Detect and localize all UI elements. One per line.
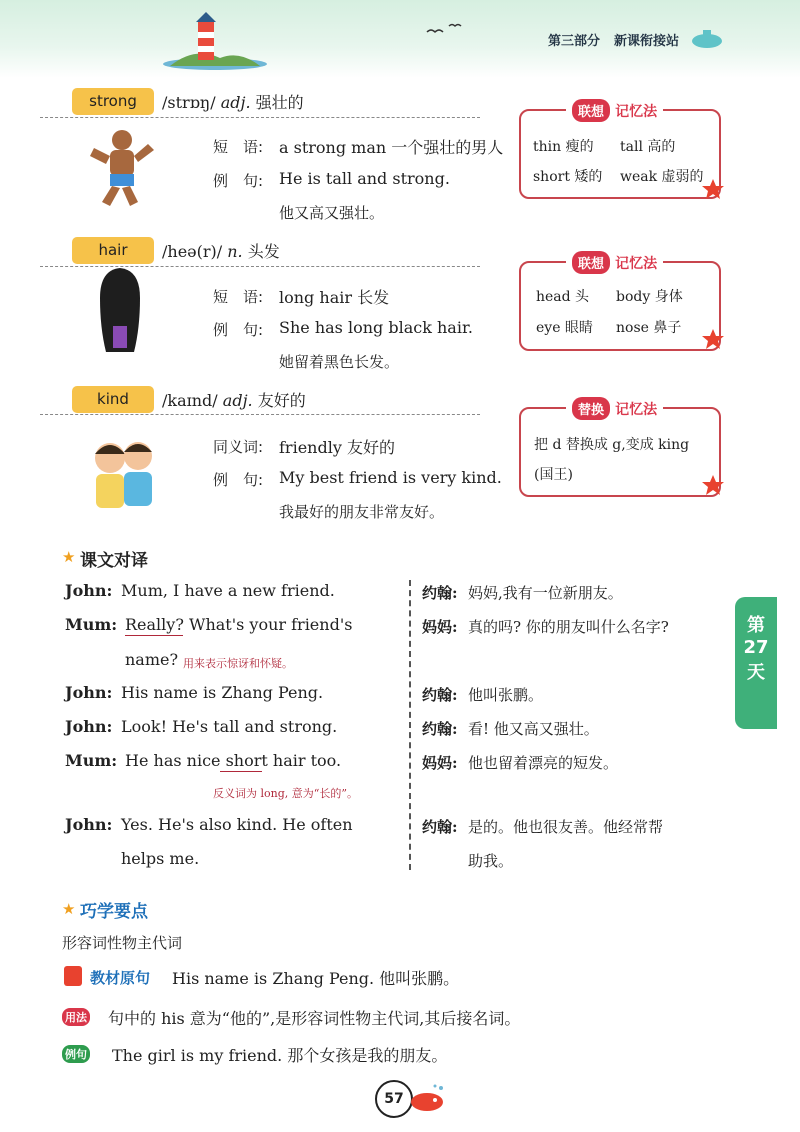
dialogue-translation: 是的。他也很友善。他经常帮: [468, 818, 664, 836]
memory-badge: 联想: [572, 99, 610, 122]
memory-line: 把 d 替换成 g,变成 king: [534, 437, 690, 453]
memory-item: nose 鼻子: [616, 320, 682, 336]
cn-speaker: 约翰:: [422, 584, 458, 602]
speaker: John:: [65, 581, 113, 600]
dialogue-heading: 课文对译: [80, 551, 148, 571]
dialogue-translation: 他叫张鹏。: [468, 686, 544, 704]
cn-speaker: 妈妈:: [422, 754, 458, 772]
submarine-icon: [690, 28, 724, 50]
example-label: 例 句:: [213, 471, 264, 489]
dialogue-line: He has nice short hair too.: [125, 751, 342, 770]
example-text: The girl is my friend. 那个女孩是我的朋友。: [112, 1046, 448, 1065]
memory-badge: 联想: [572, 251, 610, 274]
memory-suffix: 记忆法: [615, 104, 658, 120]
example-translation: 她留着黑色长发。: [279, 353, 400, 371]
day-side-tab: [735, 597, 777, 729]
star-icon: [700, 474, 726, 496]
speaker: John:: [65, 683, 113, 702]
tab-line: 第: [747, 615, 765, 636]
key-points-subheading: 形容词性物主代词: [62, 934, 183, 952]
part-of-speech: adj.: [222, 391, 253, 410]
memory-box-title: [566, 99, 663, 123]
part-of-speech: adj.: [220, 93, 251, 112]
speaker: Mum:: [65, 615, 118, 634]
memory-item: body 身体: [616, 289, 683, 305]
word-tag-kind: kind: [72, 386, 154, 413]
divider: [40, 117, 480, 118]
speaker: John:: [65, 815, 113, 834]
memory-item: eye 眼睛: [536, 320, 593, 336]
section-label: 新课衔接站: [614, 34, 680, 49]
example-label: 例 句:: [213, 172, 264, 190]
memory-item: tall 高的: [620, 139, 676, 155]
dialogue-translation: 妈妈,我有一位新朋友。: [468, 584, 623, 602]
star-icon: [700, 328, 726, 350]
usage-text: 句中的 his 意为“他的”,是形容词性物主代词,其后接名词。: [108, 1009, 521, 1028]
dialogue-translation: 他也留着漂亮的短发。: [468, 754, 619, 772]
memory-badge: 替换: [572, 397, 610, 420]
tab-line: 天: [747, 662, 765, 683]
synonym-label: 同义词:: [213, 438, 264, 456]
word-phonetic-kind: [162, 388, 306, 411]
star-bullet-icon: ★: [62, 900, 76, 918]
phrase-text: long hair 长发: [279, 288, 390, 307]
memory-suffix: 记忆法: [615, 402, 658, 418]
lighthouse-illustration: [160, 8, 270, 70]
example-translation: 他又高又强壮。: [279, 204, 385, 222]
bird-icon: [425, 20, 465, 40]
word-phonetic-hair: [162, 239, 280, 262]
dialogue-line: Really? What's your friend's: [125, 615, 353, 634]
long-hair-girl-illustration: [95, 266, 145, 354]
dialogue-translation: 真的吗? 你的朋友叫什么名字?: [468, 618, 669, 636]
phonetic: /heə(r)/: [162, 242, 223, 261]
memory-item: head 头: [536, 289, 590, 305]
example-badge: 例句: [62, 1045, 90, 1063]
dialogue-translation: 看! 他又高又强壮。: [468, 720, 599, 738]
dialogue-line: Mum, I have a new friend.: [121, 581, 335, 600]
phrase-label: 短 语:: [213, 138, 264, 156]
phrase-text: a strong man 一个强壮的男人: [279, 138, 504, 157]
page-number: 57: [375, 1080, 413, 1118]
example-label: 例 句:: [213, 321, 264, 339]
phonetic: /kaɪnd/: [162, 391, 218, 410]
word-phonetic-strong: [162, 90, 304, 113]
dialogue-line: Look! He's tall and strong.: [121, 717, 338, 736]
fish-icon: [405, 1084, 447, 1114]
memory-item: weak 虚弱的: [620, 169, 704, 185]
dialogue-divider: [409, 580, 411, 870]
source-label: 教材原句: [90, 969, 151, 987]
underline: [125, 635, 183, 636]
annotation-note: 反义词为 long, 意为“长的”。: [213, 787, 359, 800]
memory-suffix: 记忆法: [615, 256, 658, 272]
key-points-heading: 巧学要点: [80, 902, 148, 922]
dialogue-line: His name is Zhang Peng.: [121, 683, 324, 702]
tab-line: 27: [743, 637, 769, 658]
usage-badge: 用法: [62, 1008, 90, 1026]
dialogue-line-cont: helps me.: [121, 849, 200, 868]
memory-item: thin 瘦的: [533, 139, 594, 155]
page-header: [0, 0, 800, 78]
memory-box-title: [566, 397, 663, 421]
cn-speaker: 约翰:: [422, 818, 458, 836]
dialogue-translation-cont: 助我。: [468, 852, 514, 870]
cn-speaker: 约翰:: [422, 686, 458, 704]
underline: [220, 771, 262, 772]
word-tag-hair: hair: [72, 237, 154, 264]
speaker: John:: [65, 717, 113, 736]
memory-box-title: [566, 251, 663, 275]
example-sentence: My best friend is very kind.: [279, 468, 502, 487]
dialogue-line: Yes. He's also kind. He often: [121, 815, 353, 834]
dialogue-line-cont: name?: [125, 650, 179, 669]
source-sentence: His name is Zhang Peng. 他叫张鹏。: [172, 969, 460, 988]
star-icon: [700, 178, 726, 200]
meaning: 友好的: [257, 391, 306, 410]
speaker: Mum:: [65, 751, 118, 770]
annotation-note: 用来表示惊讶和怀疑。: [183, 657, 293, 670]
strong-man-illustration: [82, 122, 164, 212]
example-sentence: He is tall and strong.: [279, 169, 450, 188]
meaning: 头发: [247, 242, 280, 261]
divider: [40, 414, 480, 415]
part-label: 第三部分: [548, 34, 601, 49]
synonym-text: friendly 友好的: [279, 438, 395, 457]
meaning: 强壮的: [255, 93, 304, 112]
cn-speaker: 妈妈:: [422, 618, 458, 636]
two-friends-illustration: [78, 432, 168, 516]
phrase-label: 短 语:: [213, 288, 264, 306]
word-tag-strong: strong: [72, 88, 154, 115]
cn-speaker: 约翰:: [422, 720, 458, 738]
example-translation: 我最好的朋友非常友好。: [279, 503, 445, 521]
star-bullet-icon: ★: [62, 548, 76, 566]
phonetic: /strɒŋ/: [162, 93, 216, 112]
example-sentence: She has long black hair.: [279, 318, 473, 337]
memory-line: (国王): [534, 467, 573, 483]
memory-item: short 矮的: [533, 169, 603, 185]
book-icon: [64, 966, 82, 986]
part-of-speech: n.: [227, 242, 243, 261]
